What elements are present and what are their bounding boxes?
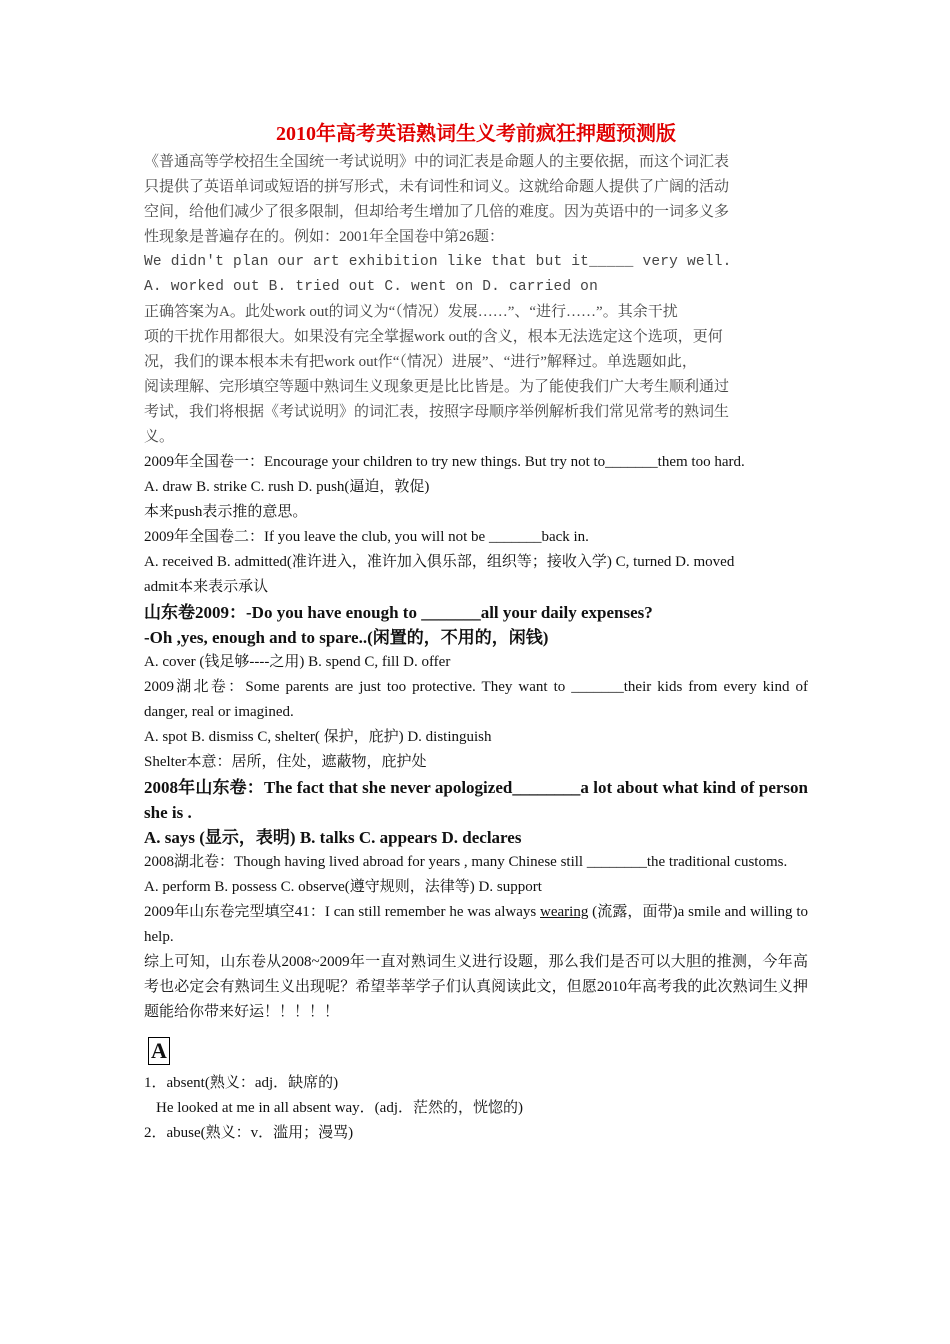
- example-question: We didn't plan our art exhibition like that but it_____ very well.: [144, 254, 732, 270]
- entry-1-example: He looked at me in all absent way．(adj．茫然的，恍惚的): [156, 1100, 524, 1116]
- q7-before: 2009年山东卷完型填空41：I can still remember he was always: [144, 904, 541, 920]
- intro-line-3: 空间，给他们减少了很多限制，但却给考生增加了几倍的难度。因为英语中的一词多义多: [144, 204, 730, 220]
- conclusion-paragraph: 综上可知，山东卷从2008~2009年一直对熟词生义进行设题，那么我们是否可以大胆的推测，今年高考也必定会有熟词生义出现呢？希望莘莘学子们认真阅读此文，但愿2010年高考我的此次熟词生义押题能给你带来好运！！！！！: [144, 954, 808, 1020]
- intro-line-2: 只提供了英语单词或短语的拼写形式，未有词性和词义。这就给命题人提供了广阔的活动: [144, 179, 730, 195]
- analysis-line-2: 项的干扰作用都很大。如果没有完全掌握work out的含义，根本无法选定这个选项，更何: [144, 329, 723, 345]
- q5-options: A. says (显示，表明) B. talks C. appears D. declares: [144, 828, 522, 847]
- q2-note: admit本来表示承认: [144, 579, 269, 595]
- q2-options: A. received B. admitted(准许进入，准许加入俱乐部，组织等；接收入学) C, turned D. moved: [144, 554, 735, 570]
- q1-stem: 2009年全国卷一：Encourage your children to try new things. But try not to_______them too hard.: [144, 454, 745, 470]
- q4-options: A. spot B. dismiss C, shelter( 保护，庇护) D. distinguish: [144, 729, 492, 745]
- entry-1: 1．absent(熟义：adj．缺席的): [144, 1075, 339, 1091]
- q3-options: A. cover (钱足够----之用) B. spend C, fill D. offer: [144, 654, 451, 670]
- q7-stem: [144, 900, 808, 950]
- document-page: [144, 118, 808, 1146]
- q7-underlined-word: wearing: [540, 904, 589, 920]
- analysis-line-3: 况，我们的课本根本未有把work out作“（情况）进展”、“进行”解释过。单选题如此，: [144, 354, 697, 370]
- q1-options: A. draw B. strike C. rush D. push(逼迫，敦促): [144, 479, 430, 495]
- q3-reply: -Oh ,yes, enough and to spare..(闲置的，不用的，闲钱): [144, 628, 549, 647]
- intro-line-4: 性现象是普遍存在的。例如：2001年全国卷中第26题：: [144, 229, 505, 245]
- q1-note: 本来push表示推的意思。: [144, 504, 308, 520]
- q4-stem: 2009湖北卷：Some parents are just too protective. They want to _______their kids from every kind of danger, real or imagined.: [144, 679, 808, 720]
- q5-stem: 2008年山东卷：The fact that she never apologized________a lot about what kind of person she is .: [144, 778, 808, 822]
- analysis-line-1: 正确答案为A。此处work out的词义为“（情况）发展……”、“进行……”。其余干扰: [144, 304, 678, 320]
- q3-stem: 山东卷2009：-Do you have enough to _______all your daily expenses?: [144, 603, 653, 622]
- q6-options: A. perform B. possess C. observe(遵守规则，法律等) D. support: [144, 879, 542, 895]
- analysis-line-4: 阅读理解、完形填空等题中熟词生义现象更是比比皆是。为了能使我们广大考生顺利通过: [144, 379, 730, 395]
- q2-stem: 2009年全国卷二：If you leave the club, you will not be _______back in.: [144, 529, 589, 545]
- q7-after: (流露，面带)a smile and willing to help.: [144, 904, 808, 945]
- analysis-line-6: 义。: [144, 429, 175, 445]
- q6-stem: 2008湖北卷：Though having lived abroad for years , many Chinese still ________the traditional customs.: [144, 854, 788, 870]
- q4-note: Shelter本意：居所，住处，遮蔽物，庇护处: [144, 754, 427, 770]
- section-heading-a: A: [148, 1037, 170, 1065]
- example-options: A. worked out B. tried out C. went on D. carried on: [144, 279, 598, 295]
- intro-line-1: 《普通高等学校招生全国统一考试说明》中的词汇表是命题人的主要依据，而这个词汇表: [144, 154, 730, 170]
- analysis-line-5: 考试，我们将根据《考试说明》的词汇表，按照字母顺序举例解析我们常见常考的熟词生: [144, 404, 730, 420]
- document-title: 2010年高考英语熟词生义考前疯狂押题预测版: [276, 123, 676, 145]
- entry-2: 2．abuse(熟义：v．滥用；漫骂): [144, 1125, 354, 1141]
